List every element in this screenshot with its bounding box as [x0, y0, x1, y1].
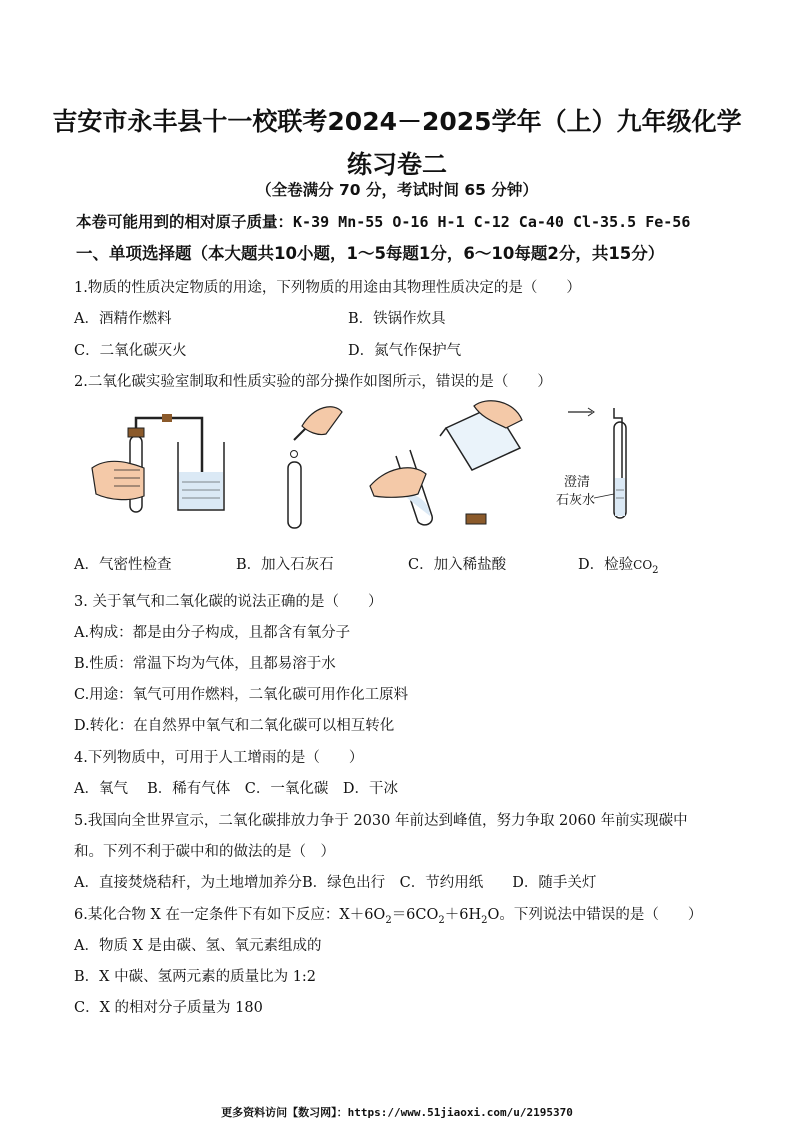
q6-stem — [74, 903, 702, 926]
q1-option-c: C．二氧化碳灭火 — [74, 343, 187, 359]
q2-option-a: A．气密性检查 — [74, 557, 172, 573]
q5-stem-line2: 和。下列不利于碳中和的做法的是（ ） — [74, 844, 335, 860]
atomic-masses-values: K-39 Mn-55 O-16 H-1 C-12 Ca-40 Cl-35.5 Fe-56 — [293, 213, 691, 231]
section-heading: 一、单项选择题（本大题共10小题，1～5每题1分，6～10每题2分，共15分） — [76, 244, 665, 263]
q3-option-a: A.构成：都是由分子构成，且都含有氧分子 — [74, 625, 351, 641]
atomic-masses — [76, 210, 690, 232]
q3-option-c: C.用途：氧气可用作燃料，二氧化碳可用作化工原料 — [74, 687, 409, 703]
q4-options: A．氧气 B．稀有气体 C．一氧化碳 D．干冰 — [74, 781, 398, 797]
q3-option-b: B.性质：常温下均为气体，且都易溶于水 — [74, 656, 336, 672]
q1-option-b: B．铁锅作炊具 — [348, 311, 446, 327]
q2-option-d-formula: CO — [633, 558, 653, 572]
q6-stem-b: ＝6CO — [391, 907, 439, 923]
exam-info: （全卷满分 70 分，考试时间 65 分钟） — [256, 181, 538, 199]
acid-pour-icon — [370, 401, 522, 525]
q5-stem-line1: 5.我国向全世界宣示，二氧化碳排放力争于 2030 年前达到峰值，努力争取 2060 年前实现碳中 — [74, 813, 688, 829]
q2-option-c: C．加入稀盐酸 — [408, 557, 507, 573]
q3-option-d: D.转化：在自然界中氧气和二氧化碳可以相互转化 — [74, 718, 395, 734]
q2-option-b: B．加入石灰石 — [236, 557, 334, 573]
atomic-masses-label: 本卷可能用到的相对原子质量： — [76, 213, 294, 231]
q6-sub-3: 2 — [481, 914, 488, 926]
q6-option-c: C．X 的相对分子质量为 180 — [74, 1000, 263, 1016]
q3-stem: 3. 关于氧气和二氧化碳的说法正确的是（ ） — [74, 594, 383, 610]
footer-link[interactable]: 更多资料访问【数习网】：https://www.51jiaoxi.com/u/2195370 — [221, 1106, 573, 1119]
q2-figures — [74, 398, 664, 538]
q6-stem-a: 6.某化合物 X 在一定条件下有如下反应：X＋6O — [74, 907, 386, 923]
q2-option-d — [578, 553, 659, 576]
q1-stem: 1.物质的性质决定物质的用途，下列物质的用途由其物理性质决定的是（ ） — [74, 280, 581, 296]
q5-options: A．直接焚烧秸秆，为土地增加养分B．绿色出行 C．节约用纸 D．随手关灯 — [74, 875, 597, 891]
q6-option-b: B．X 中碳、氢两元素的质量比为 1:2 — [74, 969, 317, 985]
title-line1: 吉安市永丰县十一校联考2024－2025学年（上）九年级化学 — [52, 107, 742, 136]
dropper-tube-icon — [288, 407, 342, 528]
q1-option-a: A．酒精作燃料 — [74, 311, 172, 327]
limewater-label-2: 石灰水 — [556, 493, 596, 508]
q2-option-d-sub: 2 — [652, 564, 659, 576]
q1-option-d: D．氮气作保护气 — [348, 343, 462, 359]
q6-stem-c: ＋6H — [444, 907, 482, 923]
q2-option-d-text: D．检验 — [578, 557, 634, 573]
title-line2: 练习卷二 — [346, 150, 447, 179]
limewater-label-1: 澄清 — [564, 475, 591, 490]
q2-stem: 2.二氧化碳实验室制取和性质实验的部分操作如图所示，错误的是（ ） — [74, 374, 552, 390]
q6-stem-d: O。下列说法中错误的是（ ） — [487, 907, 703, 923]
q6-sub-1: 2 — [385, 914, 392, 926]
q4-stem: 4.下列物质中，可用于人工增雨的是（ ） — [74, 750, 364, 766]
q6-option-a: A．物质 X 是由碳、氢、氧元素组成的 — [74, 938, 322, 954]
hand-holding-tube-icon — [92, 428, 144, 512]
stopper-icon — [466, 514, 486, 524]
q6-sub-2: 2 — [438, 914, 445, 926]
